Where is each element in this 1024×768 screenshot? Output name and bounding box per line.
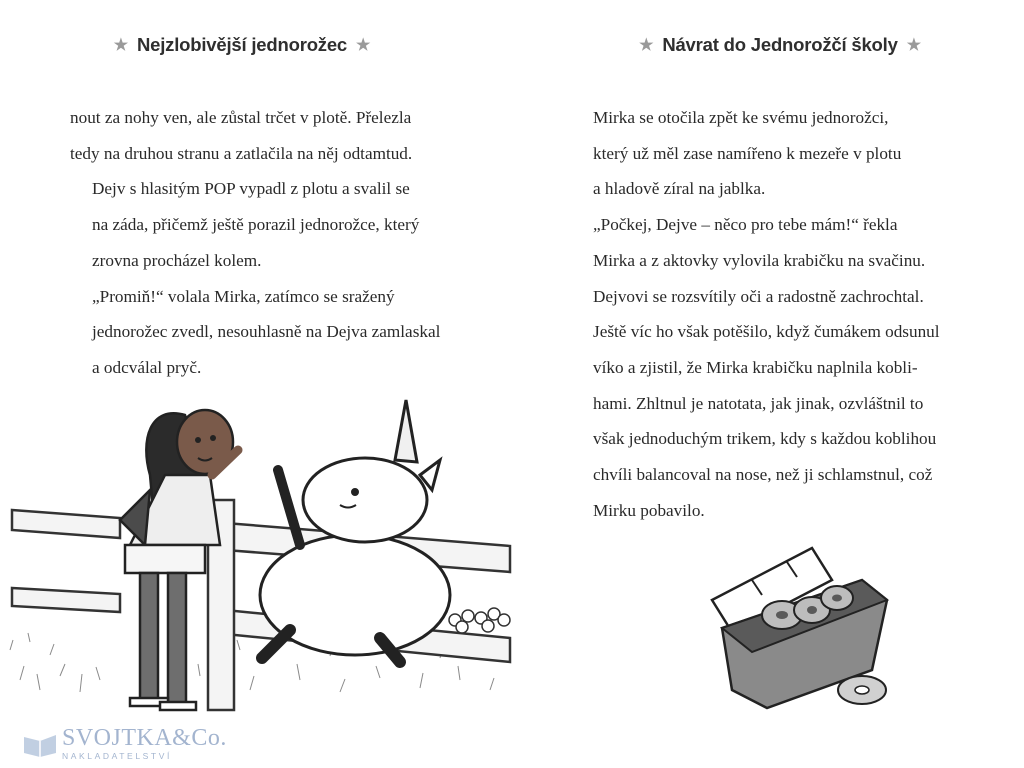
text-line: jednorožec zvedl, nesouhlasně na Dejva zamlaskal <box>92 322 441 342</box>
paragraph <box>571 279 961 529</box>
publisher-name: SVOJTKA&Co. <box>62 725 227 751</box>
text-line: a odcválal pryč. <box>92 357 202 377</box>
text-line: a hladově zíral na jablka. <box>593 179 766 199</box>
text-line: který už měl zase namířeno k mezeře v plotu <box>593 143 902 163</box>
text-line: na záda, přičemž ještě porazil jednorožce, který <box>92 215 420 235</box>
lunchbox-illustration <box>692 540 922 715</box>
paragraph <box>571 100 961 207</box>
text-line: Mirka se otočila zpět ke svému jednorožci, <box>593 108 889 127</box>
text-line: Dejv s hlasitým POP vypadl z plotu a svalil se <box>92 179 410 199</box>
text-line: Ještě víc ho však potěšilo, když čumákem odsunul <box>593 322 940 342</box>
open-book-icon <box>22 731 58 757</box>
text-line: tedy na druhou stranu a zatlačila na něj odtamtud. <box>70 143 413 163</box>
publisher-subtitle: NAKLADATELSTVÍ <box>62 751 172 761</box>
text-line: však jednoduchým trikem, kdy s každou koblihou <box>593 429 937 449</box>
text-line: „Počkej, Dejve – něco pro tebe mám!“ řekla <box>593 215 898 235</box>
text-line: chvíli balancoval na nose, než ji schlamstnul, což <box>593 465 933 485</box>
paragraph <box>571 207 961 278</box>
girl-and-unicorn-illustration <box>0 380 512 725</box>
star-icon: ★ <box>113 37 128 54</box>
text-line: víko a zjistil, že Mirka krabičku naplnila kobli- <box>593 357 918 377</box>
paragraph <box>70 279 460 386</box>
star-icon: ★ <box>356 37 371 54</box>
text-line: nout za nohy ven, ale zůstal trčet v plotě. Přelezla <box>70 108 412 127</box>
right-body-text <box>571 100 961 528</box>
left-running-head: ★ Nejzlobivější jednorožec ★ <box>113 34 371 55</box>
right-running-head: ★ Návrat do Jednorožčí školy ★ <box>639 34 921 55</box>
paragraph <box>70 100 460 171</box>
star-icon: ★ <box>639 37 654 54</box>
text-line: zrovna procházel kolem. <box>92 250 262 270</box>
text-line: Dejvovi se rozsvítily oči a radostně zachrochtal. <box>593 286 924 306</box>
text-line: Mirka a z aktovky vylovila krabičku na svačinu. <box>593 250 926 270</box>
star-icon: ★ <box>906 37 921 54</box>
left-body-text <box>70 100 460 386</box>
text-line: hami. Zhltnul je natotata, jak jinak, ozvláštnil to <box>593 393 924 413</box>
publisher-logo <box>22 723 227 765</box>
paragraph <box>70 171 460 278</box>
text-line: „Promiň!“ volala Mirka, zatímco se sražený <box>92 286 395 306</box>
right-page <box>512 0 1024 768</box>
text-line: Mirku pobavilo. <box>593 500 705 520</box>
